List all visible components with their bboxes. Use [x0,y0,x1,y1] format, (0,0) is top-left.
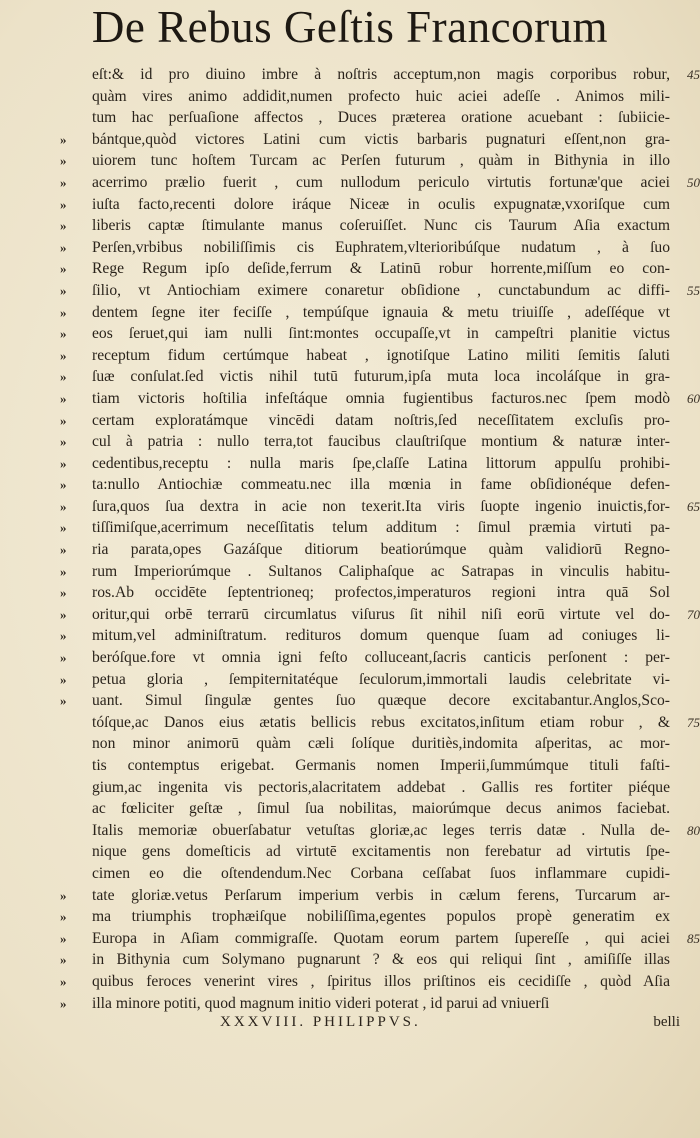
quotation-marginal-mark: » [60,909,66,925]
text-line [60,150,670,172]
quotation-marginal-mark: » [60,973,66,989]
quotation-marginal-mark: » [60,455,66,471]
signature-mark: XXXVIII. PHILIPPVS. [220,1014,421,1030]
text-line [60,604,700,626]
text-line-content: tis contemptus erigebat. Germanis nomen Imperii,ſummúmque tituli faſti- [92,757,670,774]
quotation-marginal-mark: » [60,542,66,558]
line-number: 85 [687,930,700,946]
text-line [60,474,670,496]
text-line [60,64,700,86]
text-line [60,302,670,324]
text-line-content: tiſſimiſque,acerrimum neceſſitatis telum additum : ſimul præmia virtuti pa- [92,519,670,537]
text-line-content: eos ſeruet,qui iam nulli ſint:montes occupaſſe,vt in campeſtri planitie victus [92,325,670,343]
text-line [60,863,670,885]
text-line-content: beróſque.fore vt omnia igni feſto colluceant,ſacris canticis perſonent : per- [92,649,670,667]
text-line [60,906,670,928]
text-line [60,971,670,993]
quotation-marginal-mark: » [60,693,66,709]
line-number: 45 [687,67,700,82]
line-number: 60 [687,390,700,406]
text-line [60,949,670,971]
text-line [60,733,670,755]
text-line [60,647,670,669]
text-line [60,582,670,604]
text-line [60,755,670,777]
text-line-content: ta:nullo Antiochiæ commeatu.nec illa mœnia in fame obſidionéque defen- [92,476,670,494]
quotation-marginal-mark: » [60,606,66,622]
page-footer [60,1014,680,1038]
text-line [60,841,670,863]
text-line [60,496,700,518]
quotation-marginal-mark: » [60,218,66,234]
text-line-content: mitum,vel adminiſtratum. redituros domum quenque ſuam ad coniuges li- [92,627,670,645]
text-line-content: Perſen,vrbibus nobiliſſimis cis Euphratem,vlterioribúſque nudatum , à ſuo [92,238,670,256]
text-line-content: ſuæ conſulat.ſed victis nihil tutū futurum,ipſa muta loca incoláſque in gra- [92,368,670,386]
text-line [60,453,670,475]
quotation-marginal-mark: » [60,585,66,601]
text-line-content: ria parata,opes Gazáſque ditiorum beatiorúmque quàm validiorū Regno- [92,541,670,559]
quotation-marginal-mark: » [60,412,66,428]
text-line [60,431,670,453]
text-line-content: ac fœliciter geſtæ , ſimul ſua nobilitas, maiorúmque decus animos faciebat. [92,800,670,818]
text-line-content: dentem ſegne iter feciſſe , tempúſque ignauia & metu triuiſſe , adeſſéque vt [92,303,670,321]
quotation-marginal-mark: » [60,369,66,385]
text-line [60,280,700,302]
text-line [60,561,670,583]
line-number: 65 [687,498,700,514]
quotation-marginal-mark: » [60,261,66,277]
quotation-marginal-mark: » [60,952,66,968]
text-line-content: iuſta facto,recenti dolore iráque Niceæ in oculis expugnatæ,vxoriſque cum [92,195,670,213]
quotation-marginal-mark: » [60,390,66,406]
text-line [60,539,670,561]
text-line-content: cul à patria : nullo terra,tot faucibus clauſtriſque montium & naturæ inter- [92,433,670,451]
quotation-marginal-mark: » [60,930,66,946]
text-line [60,885,670,907]
text-line-content: liberis captæ ſtimulante manus coſeruiſſet. Nunc cis Taurum Aſia exactum [92,217,670,235]
text-line [60,129,670,151]
text-line-content: tóſque,ac Danos eius ætatis bellicis rebus excitatos,inſitum etiam robur , & [92,713,670,731]
quotation-marginal-mark: » [60,520,66,536]
text-line [60,194,670,216]
text-line-content: receptum fidum certúmque habeat , ignotiſque Latino militi ſemitis ſaluti [92,346,670,364]
text-line [60,345,670,367]
quotation-marginal-mark: » [60,326,66,342]
quotation-marginal-mark: » [60,304,66,320]
text-line-content: tum hac perſuaſione affectos , Duces præterea oratione acuebant : ſubiicie- [92,109,670,127]
text-line [60,993,670,1015]
quotation-marginal-mark: » [60,174,66,190]
text-line [60,215,670,237]
text-line-content: ſura,quos ſua dextra in acie non texerit.Ita viris ſuopte ingenio inuictis,for- [92,497,670,515]
line-number: 50 [687,174,700,190]
text-line [60,86,670,108]
text-line-content: tate gloriæ.vetus Perſarum imperium verbis in cælum ferens, Turcarum ar- [92,886,670,904]
text-line [60,625,670,647]
quotation-marginal-mark: » [60,131,66,147]
text-line [60,237,670,259]
text-line-content: in Bithynia cum Solymano pugnarunt ? & eos qui reliqui ſint , amiſiſſe illas [92,951,670,969]
text-line-content: rum Imperiorúmque . Sultanos Caliphaſque ac Satrapas in vinculis habitu- [92,562,670,580]
text-line [60,172,700,194]
text-line-content: certam exploratámque vincēdi datam noſtris,ſed neceſſitatem excluſis pro- [92,411,670,429]
text-line-content: non minor animorū quàm cæli ſolíque duritiès,indomita aſperitas, ac mor- [92,735,670,753]
text-line-content: Europa in Aſiam commigraſſe. Quotam eorum partem ſupereſſe , qui aciei [92,929,670,947]
text-line [60,517,670,539]
text-line-content: petua gloria , ſempiternitatéque ſeculorum,immortali laudis celebritate vi- [92,670,670,688]
text-line-content: bántque,quòd victores Latini cum victis barbaris pugnaturi eſſent,non gra- [92,130,670,148]
text-line-content: Italis memoriæ obuerſabatur vetuſtas gloriæ,ac leges terris datæ . Nulla de- [92,821,670,839]
catchword: belli [653,1014,680,1030]
text-line-content: ma triumphis trophæiſque nobiliſſima,egentes populos propè generatim ex [92,908,670,926]
text-line-content: illa minore potiti, quod magnum initio videri poterat , id parui ad vniuerſi [92,994,550,1012]
running-head-title: De Rebus Geſtis Francorum [91,2,609,52]
text-line-content: acerrimo prælio fuerit , cum nullodum periculo virtutis fortunæ'que aciei [92,173,670,191]
text-line-content: cedentibus,receptu : nulla maris ſpe,claſſe Latina littorum appulſu prohibi- [92,454,670,472]
quotation-marginal-mark: » [60,887,66,903]
quotation-marginal-mark: » [60,434,66,450]
text-line-content: quàm vires animo addidit,numen profecto huic aciei adeſſe . Animos mili- [92,87,670,105]
quotation-marginal-mark: » [60,650,66,666]
text-line [60,323,670,345]
text-line-content: cimen eo die oſtendendum.Nec Corbana ceſſabat ſuos inflammare cupidi- [92,864,670,882]
text-line [60,388,700,410]
text-line [60,366,670,388]
quotation-marginal-mark: » [60,239,66,255]
text-line-content: ſilio, vt Antiochiam eximere conaretur obſidione , cunctabundum ac diffi- [92,281,670,299]
text-line-content: tiam victoris hoſtilia infeſtáque omnia fugientibus facturos.nec ſpem modò [92,389,670,407]
text-line [60,798,670,820]
quotation-marginal-mark: » [60,563,66,579]
text-line-content: gium,ac ingenita vis pectoris,alacritatem addebat . Gallis res fortiter piéque [92,778,670,796]
text-line-content: ros.Ab occidēte ſeptentrioneq; profectos,imperaturos regioni intra quā Sol [92,584,670,602]
text-line [60,777,670,799]
text-line-content: nique gens domeſticis ad virtutē excitamentis non ferebatur ad virtutis ſpe- [92,843,670,861]
quotation-marginal-mark: » [60,153,66,169]
quotation-marginal-mark: » [60,628,66,644]
text-line-content: eſt:& id pro diuino imbre à noſtris acceptum,non magis corporibus robur, [92,66,670,83]
text-line [60,820,700,842]
quotation-marginal-mark: » [60,995,66,1011]
text-line [60,258,670,280]
quotation-marginal-mark: » [60,347,66,363]
text-line-content: oritur,qui orbē terrarū circumlatus viſurus ſit nihil niſi eorū virtute vel do- [92,605,670,623]
quotation-marginal-mark: » [60,196,66,212]
quotation-marginal-mark: » [60,282,66,298]
text-line-content: uiorem tunc hoſtem Turcam ac Perſen futurum , quàm in Bithynia in illo [92,152,670,170]
line-number: 80 [687,822,700,838]
text-line [60,690,670,712]
text-line [60,712,700,734]
text-line-content: quibus feroces venerint vires , ſpiritus illos priſtinos eis cecidiſſe , quòd Aſia [92,972,670,990]
body-text [60,64,700,1014]
text-line [60,669,670,691]
line-number: 75 [687,714,700,730]
line-number: 70 [687,606,700,622]
text-line [60,928,700,950]
quotation-marginal-mark: » [60,498,66,514]
quotation-marginal-mark: » [60,671,66,687]
text-line-content: Rege Regum ipſo deſide,ferrum & Latinū robur horrente,miſſum eo con- [92,260,670,278]
line-number: 55 [687,282,700,298]
text-line [60,410,670,432]
text-line [60,107,670,129]
quotation-marginal-mark: » [60,477,66,493]
text-line-content: uant. Simul ſingulæ gentes ſuo quæque decore excitabantur.Anglos,Sco- [92,692,670,710]
